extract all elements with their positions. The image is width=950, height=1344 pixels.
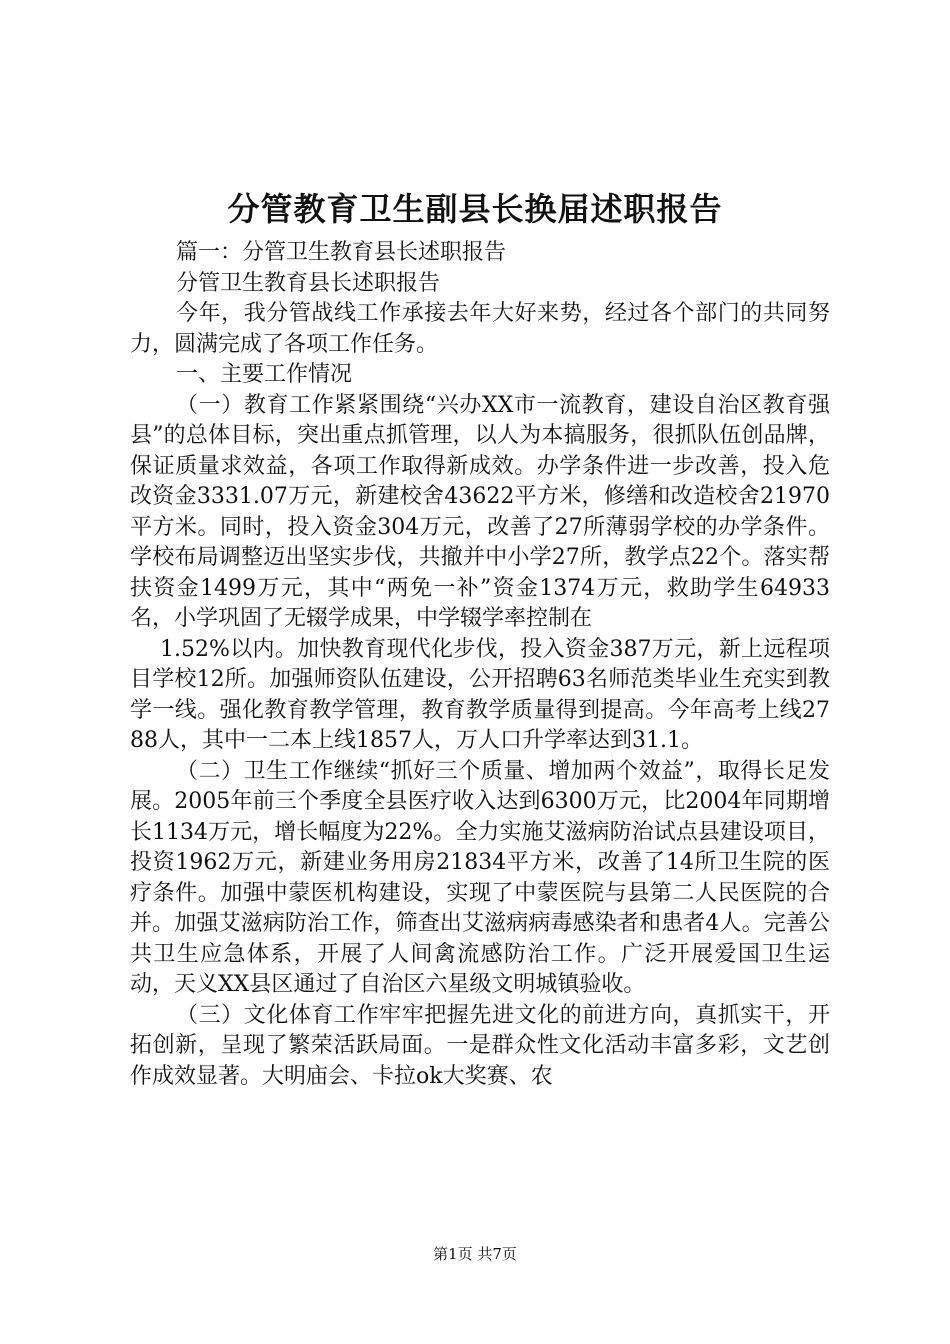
- paragraph-health: （二）卫生工作继续“抓好三个质量、增加两个效益”，取得长足发展。2005年前三个季度全县医疗收入达到6300万元，比2004年同期增长1134万元，增长幅度为22%。全力实施艾滋病防治试点县建设项目，投资1962万元，新建业务用房21834平方米，改善了14所卫生院的医疗条件。加强中蒙医机构建设，实现了中蒙医院与县第二人民医院的合并。加强艾滋病防治工作，筛查出艾滋病病毒感染者和患者4人。完善公共卫生应急体系，开展了人间禽流感防治工作。广泛开展爱国卫生运动，天义XX县区通过了自治区六星级文明城镇验收。: [130, 758, 830, 997]
- page-number-footer: 第1页 共7页: [433, 1245, 517, 1263]
- document-body: [130, 238, 830, 1092]
- paragraph-section-heading: 篇一：分管卫生教育县长述职报告: [176, 240, 507, 265]
- paragraph-intro: 今年，我分管战线工作承接去年大好来势，经过各个部门的共同努力，圆满完成了各项工作任务。: [130, 301, 830, 357]
- document-title: 分管教育卫生副县长换届述职报告: [227, 190, 723, 228]
- paragraph-culture-sports: （三）文化体育工作牢牢把握先进文化的前进方向，真抓实干，开拓创新，呈现了繁荣活跃局面。一是群众性文化活动丰富多彩，文艺创作成效显著。大明庙会、卡拉ok大奖赛、农: [130, 1002, 830, 1089]
- paragraph-subtitle: 分管卫生教育县长述职报告: [176, 270, 441, 296]
- paragraph-education-continued: 1.52%以内。加快教育现代化步伐，投入资金387万元，新上远程项目学校12所。加强师资队伍建设，公开招聘63名师范类毕业生充实到教学一线。强化教育教学管理，教育教学质量得到提高。今年高考上线2788人，其中一二本上线1857人，万人口升学率达到31.1。: [130, 636, 830, 753]
- paragraph-education: （一）教育工作紧紧围绕“兴办XX市一流教育，建设自治区教育强县”的总体目标，突出重点抓管理，以人为本搞服务，很抓队伍创品牌，保证质量求效益，各项工作取得新成效。办学条件进一步改善，投入危改资金3331.07万元，新建校舍43622平方米，修缮和改造校舍21970平方米。同时，投入资金304万元，改善了27所薄弱学校的办学条件。学校布局调整迈出坚实步伐，共撤并中小学27所，教学点22个。落实帮扶资金1499万元，其中“两免一补”资金1374万元，救助学生64933名，小学巩固了无辍学成果，中学辍学率控制在: [130, 392, 830, 631]
- paragraph-heading-main-work: 一、主要工作情况: [176, 362, 353, 387]
